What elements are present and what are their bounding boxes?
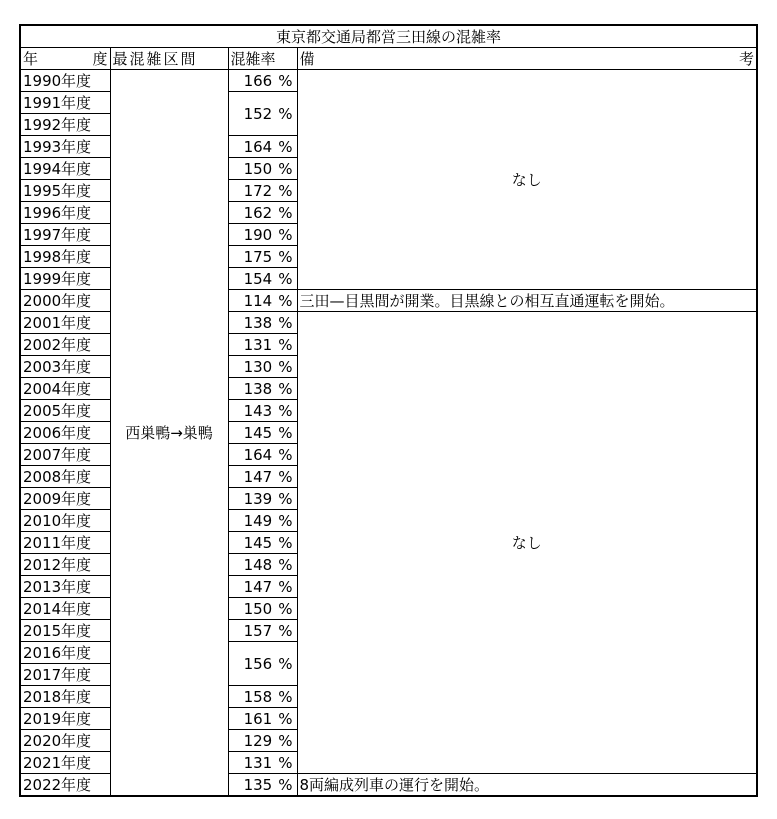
year-suffix: 年度 [61,599,92,618]
year-number: 2003 [23,357,62,376]
year-suffix: 年度 [61,555,92,574]
percent-sign: % [278,467,293,486]
congestion-table [19,24,758,797]
year-number: 2018 [23,687,62,706]
year-suffix: 年度 [61,709,92,728]
rate-value: 145 [243,533,273,552]
year-cell [20,400,110,422]
header-year-left: 年 [23,49,39,68]
year-cell [20,356,110,378]
year-cell [20,752,110,774]
note-2000: 三田—目黒間が開業。目黒線との相互直通運転を開始。 [297,290,757,312]
rate-value: 166 [243,71,273,90]
rate-cell [228,488,297,510]
percent-sign: % [278,269,293,288]
rate-value: 157 [243,621,273,640]
year-suffix: 年度 [61,225,92,244]
year-suffix: 年度 [61,291,92,310]
year-suffix: 年度 [61,269,92,288]
year-suffix: 年度 [61,489,92,508]
rate-cell [228,400,297,422]
rate-value: 148 [243,555,273,574]
rate-cell [228,730,297,752]
year-suffix: 年度 [61,115,92,134]
rate-cell [228,268,297,290]
rate-value: 143 [243,401,273,420]
rate-value: 152 [243,104,273,123]
year-cell [20,730,110,752]
note-none-2: なし [297,312,757,774]
year-suffix: 年度 [61,159,92,178]
year-suffix: 年度 [61,467,92,486]
year-number: 1995 [23,181,62,200]
year-suffix: 年度 [61,511,92,530]
percent-sign: % [278,687,293,706]
year-suffix: 年度 [61,445,92,464]
rate-cell [228,554,297,576]
header-year [20,48,110,70]
rate-value: 145 [243,423,273,442]
year-cell [20,642,110,664]
year-number: 2009 [23,489,62,508]
year-number: 2008 [23,467,62,486]
rate-value: 156 [243,654,273,673]
year-number: 1991 [23,93,62,112]
year-number: 2017 [23,665,62,684]
rate-cell [228,422,297,444]
year-cell [20,664,110,686]
rate-cell [228,334,297,356]
rate-cell [228,598,297,620]
year-suffix: 年度 [61,203,92,222]
year-suffix: 年度 [61,643,92,662]
percent-sign: % [278,335,293,354]
year-number: 2020 [23,731,62,750]
year-number: 2000 [23,291,62,310]
year-suffix: 年度 [61,137,92,156]
year-number: 2022 [23,775,62,794]
rate-value: 190 [243,225,273,244]
rate-value: 158 [243,687,273,706]
rate-value: 149 [243,511,273,530]
year-suffix: 年度 [61,423,92,442]
year-number: 2019 [23,709,62,728]
rate-cell [228,136,297,158]
year-cell [20,444,110,466]
rate-cell [228,246,297,268]
year-suffix: 年度 [61,665,92,684]
year-number: 2015 [23,621,62,640]
percent-sign: % [278,159,293,178]
rate-cell [228,158,297,180]
year-number: 2013 [23,577,62,596]
year-cell [20,136,110,158]
year-number: 2001 [23,313,62,332]
rate-value: 139 [243,489,273,508]
year-cell [20,510,110,532]
note-none-1: なし [297,70,757,290]
header-section: 最混雑区間 [110,48,228,70]
rate-cell [228,466,297,488]
year-cell [20,708,110,730]
percent-sign: % [278,445,293,464]
rate-value: 131 [243,335,273,354]
percent-sign: % [278,599,293,618]
section-cell: 西巣鴨→巣鴨 [110,70,228,797]
year-suffix: 年度 [61,401,92,420]
percent-sign: % [278,104,293,123]
rate-cell [228,774,297,797]
rate-value: 129 [243,731,273,750]
year-number: 1996 [23,203,62,222]
rate-value: 164 [243,445,273,464]
table-row [20,70,757,92]
year-number: 2014 [23,599,62,618]
year-suffix: 年度 [61,533,92,552]
year-suffix: 年度 [61,379,92,398]
percent-sign: % [278,379,293,398]
rate-value: 161 [243,709,273,728]
percent-sign: % [278,247,293,266]
year-cell [20,114,110,136]
percent-sign: % [278,313,293,332]
percent-sign: % [278,225,293,244]
rate-value: 175 [243,247,273,266]
year-number: 1998 [23,247,62,266]
year-suffix: 年度 [61,753,92,772]
percent-sign: % [278,489,293,508]
header-year-right: 度 [92,49,108,68]
rate-cell [228,510,297,532]
rate-cell [228,202,297,224]
year-cell [20,92,110,114]
percent-sign: % [278,401,293,420]
rate-cell [228,92,297,136]
rate-value: 162 [243,203,273,222]
year-cell [20,532,110,554]
rate-cell [228,70,297,92]
year-cell [20,246,110,268]
rate-value: 131 [243,753,273,772]
year-number: 2010 [23,511,62,530]
rate-value: 135 [243,775,273,794]
rate-cell [228,290,297,312]
rate-cell [228,180,297,202]
percent-sign: % [278,511,293,530]
year-suffix: 年度 [61,357,92,376]
year-number: 2011 [23,533,62,552]
header-rate: 混雑率 [228,48,297,70]
year-cell [20,334,110,356]
year-cell [20,312,110,334]
rate-cell [228,576,297,598]
year-suffix: 年度 [61,687,92,706]
rate-cell [228,444,297,466]
percent-sign: % [278,137,293,156]
rate-cell [228,642,297,686]
year-number: 1997 [23,225,62,244]
year-cell [20,268,110,290]
year-number: 2002 [23,335,62,354]
year-cell [20,620,110,642]
rate-value: 150 [243,599,273,618]
rate-value: 154 [243,269,273,288]
percent-sign: % [278,577,293,596]
rate-cell [228,686,297,708]
rate-value: 147 [243,467,273,486]
year-cell [20,158,110,180]
year-number: 2006 [23,423,62,442]
rate-value: 130 [243,357,273,376]
percent-sign: % [278,181,293,200]
year-cell [20,378,110,400]
year-number: 2004 [23,379,62,398]
rate-cell [228,532,297,554]
rate-cell [228,312,297,334]
header-note [297,48,757,70]
note-2022: 8両編成列車の運行を開始。 [297,774,757,797]
year-cell [20,466,110,488]
percent-sign: % [278,731,293,750]
rate-cell [228,752,297,774]
percent-sign: % [278,753,293,772]
year-cell [20,774,110,797]
rate-cell [228,620,297,642]
year-cell [20,554,110,576]
percent-sign: % [278,291,293,310]
rate-value: 164 [243,137,273,156]
year-suffix: 年度 [61,313,92,332]
year-cell [20,70,110,92]
percent-sign: % [278,555,293,574]
percent-sign: % [278,775,293,794]
percent-sign: % [278,423,293,442]
year-suffix: 年度 [61,335,92,354]
year-suffix: 年度 [61,93,92,112]
year-suffix: 年度 [61,731,92,750]
year-number: 1999 [23,269,62,288]
table-title: 東京都交通局都営三田線の混雑率 [20,25,757,48]
rate-value: 147 [243,577,273,596]
year-number: 2021 [23,753,62,772]
percent-sign: % [278,357,293,376]
year-cell [20,422,110,444]
percent-sign: % [278,654,293,673]
year-cell [20,202,110,224]
year-suffix: 年度 [61,247,92,266]
rate-value: 114 [243,291,273,310]
year-number: 2012 [23,555,62,574]
percent-sign: % [278,203,293,222]
year-number: 2005 [23,401,62,420]
rate-value: 150 [243,159,273,178]
year-cell [20,224,110,246]
percent-sign: % [278,533,293,552]
percent-sign: % [278,621,293,640]
year-number: 1994 [23,159,62,178]
year-cell [20,576,110,598]
header-note-right: 考 [739,49,755,68]
year-number: 1992 [23,115,62,134]
year-suffix: 年度 [61,775,92,794]
rate-value: 172 [243,181,273,200]
rate-cell [228,224,297,246]
year-suffix: 年度 [61,71,92,90]
year-cell [20,686,110,708]
header-note-left: 備 [299,49,315,68]
year-number: 1990 [23,71,62,90]
year-number: 1993 [23,137,62,156]
year-cell [20,290,110,312]
year-suffix: 年度 [61,181,92,200]
rate-cell [228,708,297,730]
year-cell [20,180,110,202]
year-cell [20,488,110,510]
rate-cell [228,356,297,378]
rate-value: 138 [243,313,273,332]
rate-cell [228,378,297,400]
table-body [20,70,757,797]
rate-value: 138 [243,379,273,398]
year-suffix: 年度 [61,621,92,640]
percent-sign: % [278,709,293,728]
year-number: 2016 [23,643,62,662]
percent-sign: % [278,71,293,90]
year-number: 2007 [23,445,62,464]
year-cell [20,598,110,620]
year-suffix: 年度 [61,577,92,596]
